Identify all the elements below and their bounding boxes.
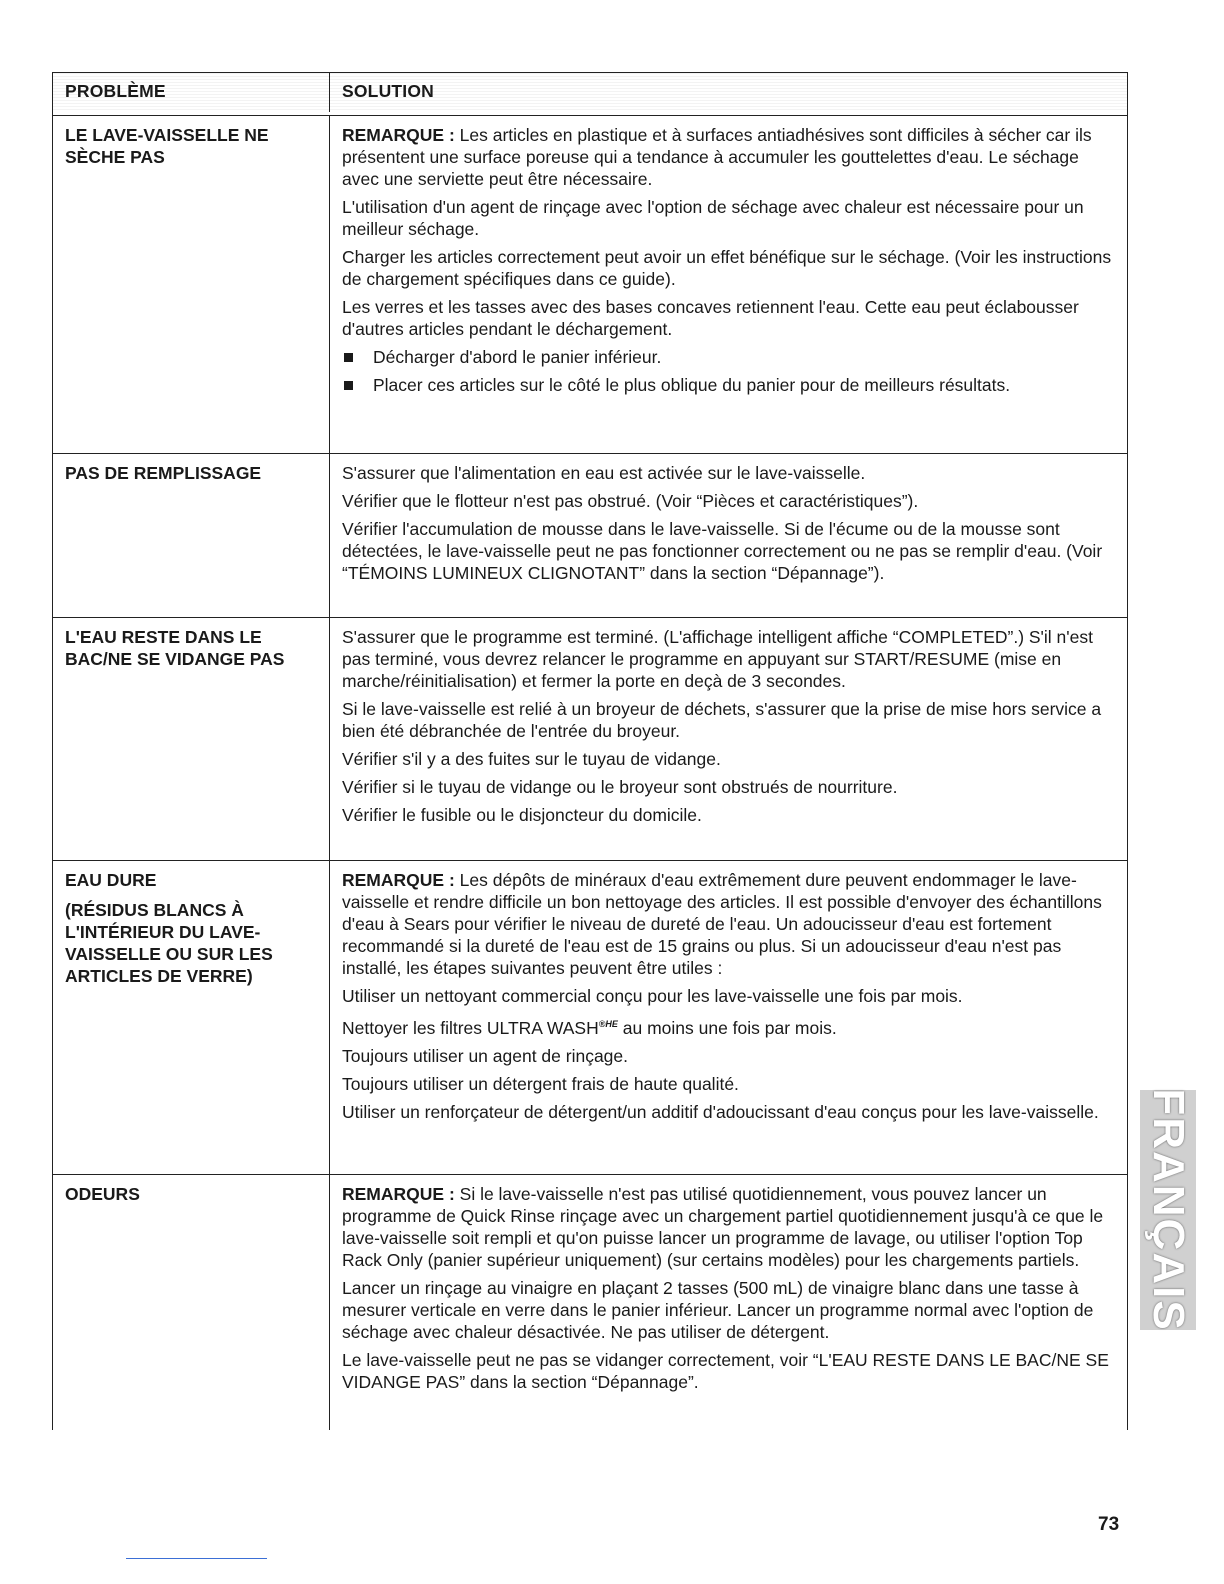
solution-text: S'assurer que le programme est terminé. (L'affichage intelligent affiche “COMPLETED”.) S'il n'est pas terminé, vous devrez relancer le programme en appuyant sur START/RESUME (mise en marche/réinitialisation) et fermer la porte en deçà de 3 secondes. <box>342 627 1093 691</box>
header-solution: SOLUTION <box>330 73 1127 112</box>
solution-text: S'assurer que l'alimentation en eau est activée sur le lave-vaisselle. <box>342 463 866 483</box>
table-row <box>53 454 1127 618</box>
solution-text: Si le lave-vaisselle est relié à un broyeur de déchets, s'assurer que la prise de mise hors service a bien été débranchée de l'entrée du broyeur. <box>342 699 1102 741</box>
language-side-label: FRANÇAIS <box>1144 1088 1193 1332</box>
solution-text: Les verres et les tasses avec des bases concaves retiennent l'eau. Cette eau peut éclabousser d'autres articles pendant le déchargement. <box>342 297 1079 339</box>
bullet-item: Placer ces articles sur le côté le plus oblique du panier pour de meilleurs résultats. <box>342 374 1113 396</box>
solution-text: Vérifier si le tuyau de vidange ou le broyeur sont obstrués de nourriture. <box>342 777 898 797</box>
solution-cell <box>330 454 1127 617</box>
table-row <box>53 1175 1127 1430</box>
bullet-item: Décharger d'abord le panier inférieur. <box>342 346 1113 368</box>
solution-cell <box>330 618 1127 860</box>
solution-cell <box>330 861 1127 1174</box>
solution-text: REMARQUE : Si le lave-vaisselle n'est pas utilisé quotidiennement, vous pouvez lancer un programme de Quick Rinse rinçage avec un chargement partiel quotidiennement jusqu'à ce que le lave-vaisselle soit rempli et qu'on puisse lancer un programme de lavage, ou utiliser l'option Top Rack Only (panier supérieur uniquement) (sur certains modèles) pour les chargements partiels. <box>342 1184 1104 1270</box>
bullet-square-icon <box>344 353 353 362</box>
problem-title: ODEURS <box>65 1184 140 1204</box>
table-header <box>53 73 1127 116</box>
problem-cell <box>53 454 330 617</box>
solution-text: REMARQUE : Les dépôts de minéraux d'eau extrêmement dure peuvent endommager le lave-vaisselle et rendre difficile un bon nettoyage des articles. Il est possible d'envoyer des échantillons d'eau à Sears pour vérifier le niveau de dureté de l'eau. Un adoucisseur d'eau est fortement recommandé si la dureté de l'eau est de 15 grains ou plus. Si un adoucisseur d'eau n'est pas installé, les étapes suivantes peuvent être utiles : <box>342 870 1102 978</box>
language-side-tab <box>1140 1090 1196 1330</box>
registered-he-mark: ®HE <box>598 1019 618 1029</box>
solution-text: Utiliser un nettoyant commercial conçu pour les lave-vaisselle une fois par mois. <box>342 986 963 1006</box>
solution-text: REMARQUE : Les articles en plastique et à surfaces antiadhésives sont difficiles à sécher car ils présentent une surface poreuse qui a tendance à accumuler les gouttelettes d'eau. Le séchage avec une serviette peut être nécessaire. <box>342 125 1092 189</box>
solution-text: Charger les articles correctement peut avoir un effet bénéfique sur le séchage. (Voir les instructions de chargement spécifiques dans ce guide). <box>342 247 1112 289</box>
solution-text: Nettoyer les filtres ULTRA $WASH^{®HE}$ au moins une fois par mois. <box>342 1017 837 1038</box>
problem-subtitle: (RÉSIDUS BLANCS À L'INTÉRIEUR DU LAVE-VAISSELLE OU SUR LES ARTICLES DE VERRE) <box>65 900 273 986</box>
solution-text: Vérifier le fusible ou le disjoncteur du domicile. <box>342 805 702 825</box>
page-number: 73 <box>1098 1514 1120 1535</box>
solution-text: Lancer un rinçage au vinaigre en plaçant 2 tasses (500 mL) de vinaigre blanc dans une tasse à mesurer verticale en verre dans le panier inférieur. Lancer un programme normal avec l'option de séchage avec chaleur désactivée. Ne pas utiliser de détergent. <box>342 1278 1094 1342</box>
solution-text: Vérifier s'il y a des fuites sur le tuyau de vidange. <box>342 749 721 769</box>
problem-cell <box>53 861 330 1174</box>
solution-text: Le lave-vaisselle peut ne pas se vidanger correctement, voir “L'EAU RESTE DANS LE BAC/NE SE VIDANGE PAS” dans la section “Dépannage”. <box>342 1350 1109 1392</box>
problem-title: LE LAVE-VAISSELLE NE SÈCHE PAS <box>65 125 269 167</box>
problem-title: PAS DE REMPLISSAGE <box>65 463 262 483</box>
header-problem: PROBLÈME <box>53 73 330 112</box>
table-row <box>53 116 1127 454</box>
problem-title: L'EAU RESTE DANS LE BAC/NE SE VIDANGE PAS <box>65 627 285 669</box>
solution-cell <box>330 116 1127 453</box>
problem-title: EAU DURE <box>65 870 157 890</box>
solution-text: Toujours utiliser un agent de rinçage. <box>342 1045 629 1066</box>
solution-text: L'utilisation d'un agent de rinçage avec l'option de séchage avec chaleur est nécessaire pour un meilleur séchage. <box>342 197 1084 239</box>
problem-cell <box>53 1175 330 1430</box>
solution-cell <box>330 1175 1127 1430</box>
problem-cell <box>53 116 330 453</box>
problem-cell <box>53 618 330 860</box>
solution-text: Toujours utiliser un détergent frais de haute qualité. <box>342 1073 739 1094</box>
bullet-square-icon <box>344 381 353 390</box>
solution-text: Vérifier l'accumulation de mousse dans le lave-vaisselle. Si de l'écume ou de la mousse sont détectées, le lave-vaisselle peut ne pas fonctionner correctement ou ne pas se remplir d'eau. (Voir “TÉMOINS LUMINEUX CLIGNOTANT” dans la section “Dépannage”). <box>342 519 1103 583</box>
table-row <box>53 618 1127 861</box>
table-row <box>53 861 1127 1175</box>
solution-text: Utiliser un renforçateur de détergent/un additif d'adoucissant d'eau conçus pour les lave-vaisselle. <box>342 1101 1099 1122</box>
bottom-rule <box>126 1558 267 1559</box>
troubleshooting-table <box>52 72 1128 1430</box>
solution-text: Vérifier que le flotteur n'est pas obstrué. (Voir “Pièces et caractéristiques”). <box>342 491 919 511</box>
